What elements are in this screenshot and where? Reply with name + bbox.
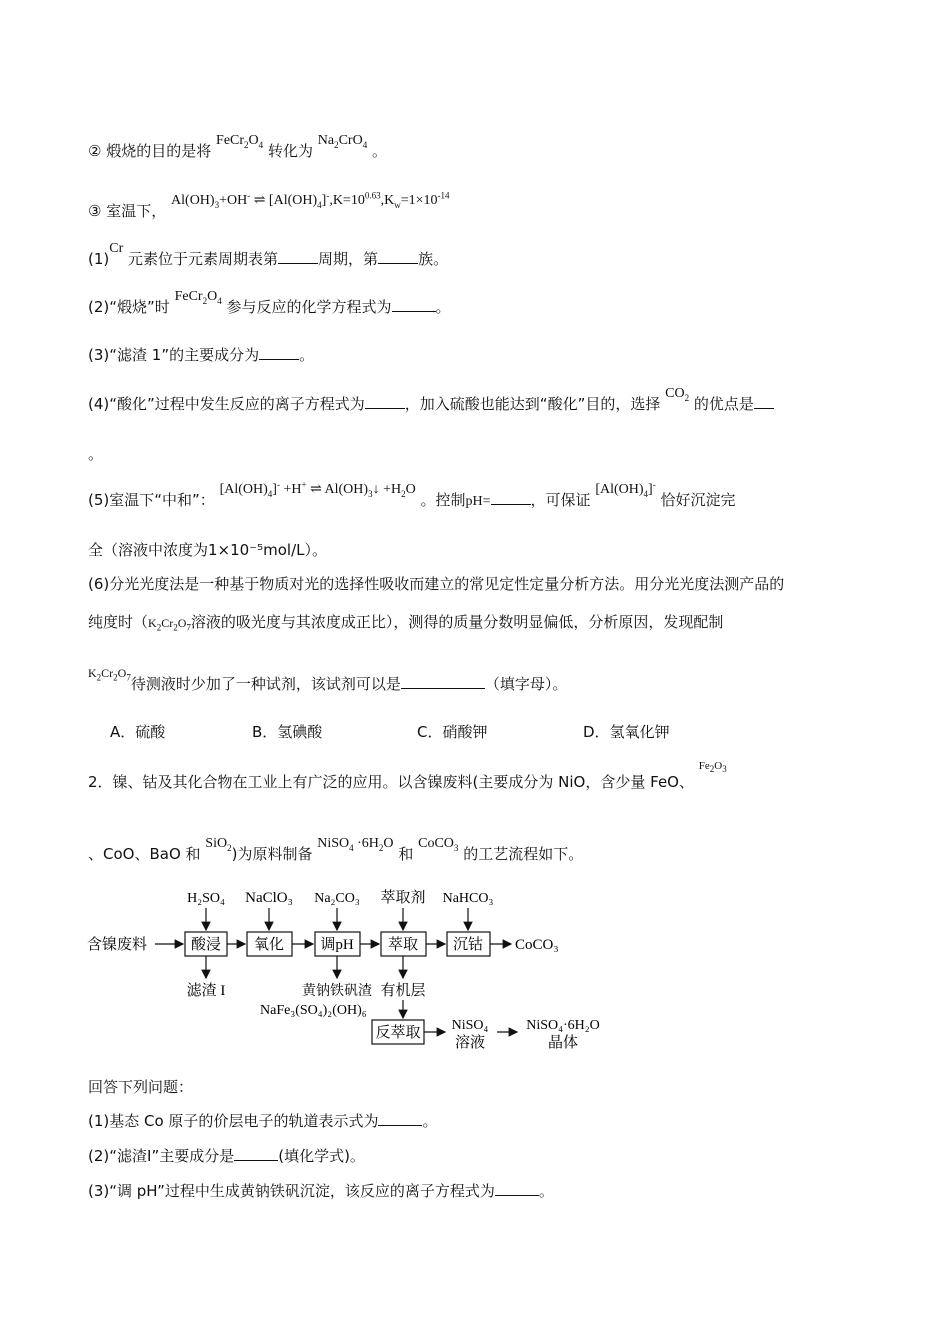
answer-blank[interactable] xyxy=(259,345,299,360)
reagent-h2so4: H₂SO₄ xyxy=(187,891,225,906)
precipitate-formula: NaFe₃(SO₄)₂(OH)₆ xyxy=(260,1003,367,1018)
crystal-label: 晶体 xyxy=(547,1035,579,1051)
flow-start-label: 含镍废料 xyxy=(87,937,148,953)
note-3: ③ 室温下， $Al(OH)_3+OH^-$ ⇌ $[Al(OH)_4]^-,K=10^{0.63},K_w=1\times 10^{-14}$ xyxy=(88,190,450,220)
step-oxidation: 氧化 xyxy=(253,937,285,953)
question-5-end: 全（溶液中浓度为1×10⁻⁵mol/L）。 xyxy=(88,541,327,559)
answer-blank[interactable] xyxy=(495,1181,539,1196)
step-back-extraction: 反萃取 xyxy=(375,1025,421,1041)
step-acid-leach: 酸浸 xyxy=(190,937,222,953)
answer-intro: 回答下列问题： xyxy=(88,1078,194,1096)
answer-blank[interactable] xyxy=(392,297,436,312)
reagent-extractant: 萃取剂 xyxy=(380,890,426,906)
element-cr: Cr xyxy=(109,241,124,256)
precipitate-label: 黄钠铁矾渣 xyxy=(302,984,372,999)
answer-blank[interactable] xyxy=(754,394,774,409)
neutralization-equation: $[Al(OH)_4]^- +H^+$ ⇌ $Al(OH)_3↓ +H_2O$ xyxy=(219,479,416,499)
formula-fecr2o4: $FeCr_2O_4$ xyxy=(216,133,264,150)
formula-k2cr2o7: $K_2Cr_2O_7$ xyxy=(148,616,191,633)
equilibrium-equation: $Al(OH)_3+OH^-$ ⇌ $[Al(OH)_4]^-,K=10^{0.63},K_w=1\times 10^{-14}$ xyxy=(171,190,450,210)
note-2: ② 煅烧的目的是将 $FeCr_2O_4$ 转化为 $Na_2CrO_4$ 。 xyxy=(88,133,387,160)
formula-k2cr2o7: K2Cr2O7 xyxy=(88,666,131,683)
formula-fecr2o4: $FeCr_2O_4$ xyxy=(174,289,222,306)
option-a[interactable]: A．硫酸 xyxy=(110,723,166,741)
ph-label: pH= xyxy=(465,494,491,509)
p2-question-3: (3)“调 pH”过程中生成黄钠铁矾沉淀，该反应的离子方程式为 。 xyxy=(88,1182,554,1200)
answer-blank[interactable] xyxy=(278,249,318,264)
answer-blank[interactable] xyxy=(234,1146,278,1161)
residue-1: 滤渣 I xyxy=(186,983,226,999)
answer-blank[interactable] xyxy=(491,490,531,505)
process-flowchart xyxy=(85,882,625,1057)
question-6-line2: 纯度时（$K_2Cr_2O_7$溶液的吸光度与其浓度成正比），测得的质量分数明显偏低，分析原因，发现配制 xyxy=(88,613,724,633)
question-6: (6)分光光度法是一种基于物质对光的选择性吸收而建立的常见定性定量分析方法。用分光光度法测产品的 xyxy=(88,575,785,593)
answer-blank[interactable] xyxy=(365,394,405,409)
organic-layer: 有机层 xyxy=(380,983,426,999)
question-4-end: 。 xyxy=(88,445,104,463)
answer-blank[interactable] xyxy=(378,249,418,264)
reagent-na2co3: Na₂CO₃ xyxy=(314,891,360,906)
formula-sio2: SiO$_2$ xyxy=(205,836,232,853)
problem-2-intro: 2．镍、钴及其化合物在工业上有广泛的应用。以含镍废料(主要成分为 NiO，含少量 FeO、 $^{Fe_2O_3}$ xyxy=(88,760,727,791)
problem-2-intro-line2: 、CoO、BaO 和 SiO$_2$)为原料制备 NiSO$_4$ $\cdot 6H_2O$ 和 CoCO$_3$ 的工艺流程如下。 xyxy=(88,836,584,863)
question-2: (2)“煅烧”时 $FeCr_2O_4$ 参与反应的化学方程式为 。 xyxy=(88,289,451,316)
solution-formula: NiSO₄ xyxy=(451,1018,489,1033)
formula-co2: $CO_2$ xyxy=(665,386,690,403)
formula-aloh4: $[Al(OH)_4]^-$ xyxy=(595,479,656,499)
question-3: (3)“滤渣 1”的主要成分为 。 xyxy=(88,346,315,364)
p2-question-1: (1)基态 Co 原子的价层电子的轨道表示式为 。 xyxy=(88,1112,438,1130)
reagent-nahco3: NaHCO₃ xyxy=(442,891,494,906)
p2-question-2: (2)“滤渣Ⅰ”主要成分是 (填化学式)。 xyxy=(88,1147,365,1165)
crystal-formula: NiSO₄·6H₂O xyxy=(526,1018,600,1033)
question-1: (1)Cr 元素位于元素周期表第 周期，第 族。 xyxy=(88,241,449,268)
option-c[interactable]: C．硝酸钾 xyxy=(417,723,488,741)
formula-na2cro4: $Na_2CrO_4$ xyxy=(317,133,368,150)
option-b[interactable]: B．氢碘酸 xyxy=(252,723,323,741)
flow-product: CoCO₃ xyxy=(515,937,559,953)
question-4: (4)“酸化”过程中发生反应的离子方程式为 ，加入硫酸也能达到“酸化”目的，选择 $CO_2$ 的优点是 xyxy=(88,394,774,416)
formula-coco3: CoCO$_3$ xyxy=(418,836,459,853)
answer-blank[interactable] xyxy=(378,1111,422,1126)
step-cobalt-precip: 沉钴 xyxy=(452,937,484,953)
option-d[interactable]: D．氢氧化钾 xyxy=(583,723,670,741)
step-extraction: 萃取 xyxy=(387,937,419,953)
formula-niso4-6h2o: NiSO$_4$ $\cdot 6H_2O$ xyxy=(317,836,394,853)
reagent-naclo3: NaClO₃ xyxy=(245,890,293,906)
question-6-line3: $^{K_2Cr_2O_7}$待测液时少加了一种试剂，该试剂可以是 （填字母）。 xyxy=(88,666,568,693)
step-adjust-ph: 调pH xyxy=(320,937,354,953)
solution-label: 溶液 xyxy=(454,1035,486,1051)
answer-blank[interactable] xyxy=(401,674,485,689)
formula-fe2o3: Fe2O3 xyxy=(698,760,727,775)
question-5: (5)室温下“中和”： $[Al(OH)_4]^- +H^+$ ⇌ $Al(OH)_3↓ +H_2O$ 。控制pH= ，可保证 $[Al(OH)_4]^-$ 恰好沉淀完 xyxy=(88,479,736,509)
